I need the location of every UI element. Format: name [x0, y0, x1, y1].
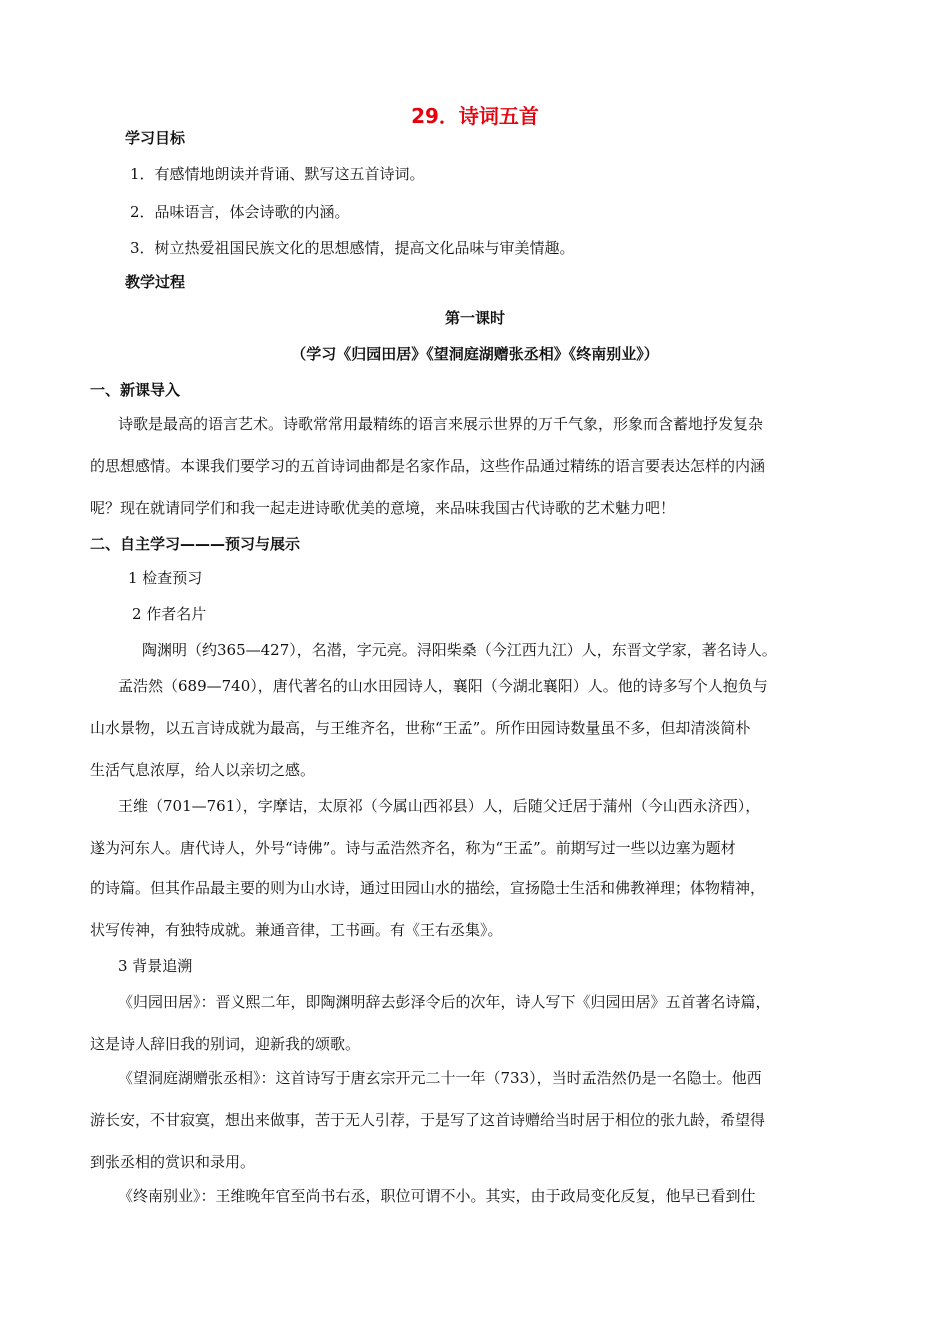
lesson-title: 第一课时: [444, 309, 505, 327]
paragraph-line: 游长安，不甘寂寞，想出来做事，苦于无人引荐，于是写了这首诗赠给当时居于相位的张九龄，希望得: [90, 1111, 766, 1129]
paragraph-line: 《望洞庭湖赠张丞相》：这首诗写于唐玄宗开元二十一年（733），当时孟浩然仍是一名隐士。他西: [118, 1069, 762, 1087]
paragraph-line: 的诗篇。但其作品最主要的则为山水诗，通过田园山水的描绘，宣扬隐士生活和佛教禅理；体物精神，: [90, 879, 766, 897]
paragraph-line: 孟浩然（689—740），唐代著名的山水田园诗人，襄阳（今湖北襄阳）人。他的诗多写个人抱负与: [118, 677, 768, 695]
page-title: 29．诗词五首: [411, 104, 539, 128]
list-item: 2 作者名片: [132, 605, 207, 623]
paragraph-line: 陶渊明（约365—427），名潜，字元亮。浔阳柴桑（今江西九江）人，东晋文学家，著名诗人。: [142, 641, 777, 659]
lesson-subtitle: （学习《归园田居》《望洞庭湖赠张丞相》《终南别业》）: [291, 345, 659, 363]
paragraph-line: 诗歌是最高的语言艺术。诗歌常常用最精练的语言来展示世界的万千气象，形象而含蓄地抒发复杂: [118, 415, 764, 433]
paragraph-line: 《终南别业》：王维晚年官至尚书右丞，职位可谓不小。其实，由于政局变化反复，他早已看到仕: [118, 1187, 756, 1205]
paragraph-line: 的思想感情。本课我们要学习的五首诗词曲都是名家作品，这些作品通过精练的语言要表达怎样的内涵: [90, 457, 766, 475]
paragraph-line: 遂为河东人。唐代诗人，外号“诗佛”。诗与孟浩然齐名，称为“王孟”。前期写过一些以边塞为题材: [90, 839, 736, 857]
paragraph-line: 到张丞相的赏识和录用。: [90, 1153, 256, 1171]
process-heading: 教学过程: [125, 273, 186, 291]
paragraph-line: 这是诗人辞旧我的别词，迎新我的颂歌。: [90, 1035, 361, 1053]
goal-item: 1．有感情地朗读并背诵、默写这五首诗词。: [130, 165, 425, 183]
paragraph-line: 生活气息浓厚，给人以亲切之感。: [90, 761, 316, 779]
goals-heading: 学习目标: [125, 129, 186, 147]
paragraph-line: 呢？现在就请同学们和我一起走进诗歌优美的意境，来品味我国古代诗歌的艺术魅力吧！: [90, 499, 676, 517]
section-heading: 二、自主学习———预习与展示: [90, 535, 301, 553]
goal-item: 2．品味语言，体会诗歌的内涵。: [130, 203, 350, 221]
paragraph-line: 状写传神，有独特成就。兼通音律，工书画。有《王右丞集》。: [90, 921, 503, 939]
list-item: 3 背景追溯: [118, 957, 193, 975]
list-item: 1 检查预习: [128, 569, 203, 587]
paragraph-line: 《归园田居》：晋义熙二年，即陶渊明辞去彭泽令后的次年，诗人写下《归园田居》五首著名诗篇，: [118, 993, 771, 1011]
goal-item: 3．树立热爱祖国民族文化的思想感情，提高文化品味与审美情趣。: [130, 239, 575, 257]
paragraph-line: 山水景物，以五言诗成就为最高，与王维齐名，世称“王孟”。所作田园诗数量虽不多，但却清淡简朴: [90, 719, 751, 737]
section-heading: 一、新课导入: [90, 381, 181, 399]
paragraph-line: 王维（701—761），字摩诘，太原祁（今属山西祁县）人，后随父迁居于蒲州（今山西永济西），: [118, 797, 761, 815]
